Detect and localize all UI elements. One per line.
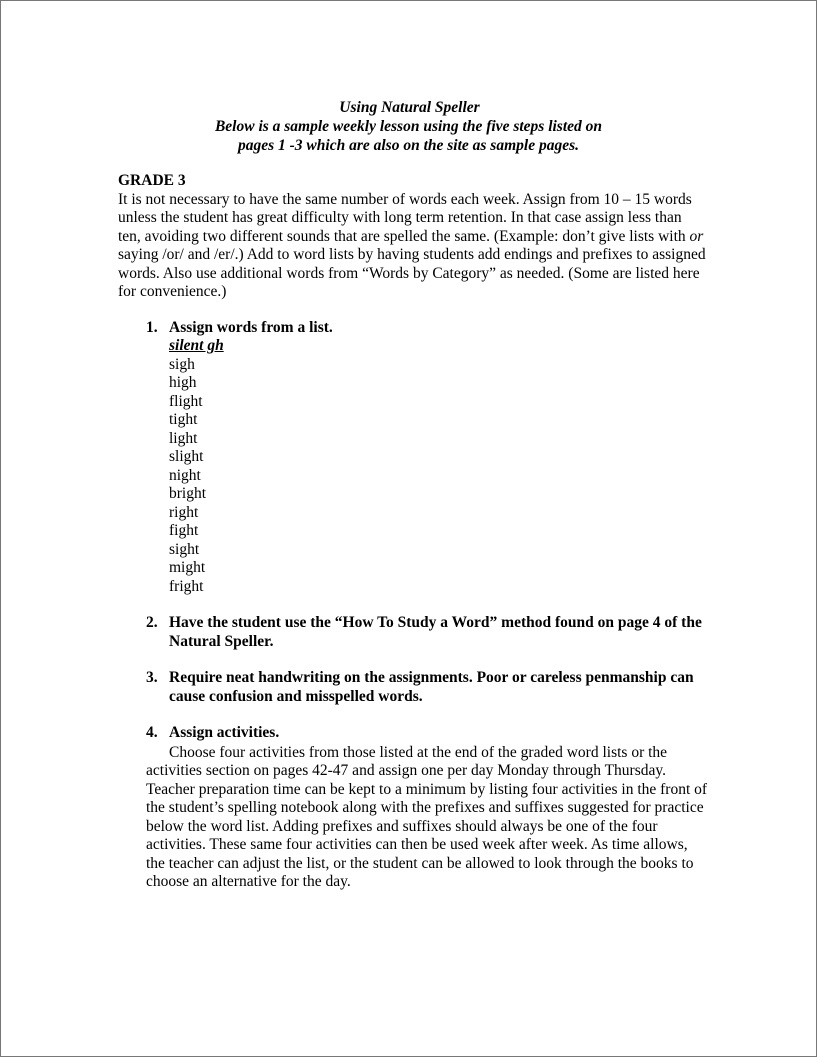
step-4-number: 4.	[146, 724, 158, 741]
title-line-3: pages 1 -3 which are also on the site as sample pages.	[237, 137, 579, 154]
word-category-label: silent gh	[169, 337, 224, 354]
step-2	[118, 614, 708, 651]
intro-paragraph	[118, 191, 708, 302]
step-3-number: 3.	[146, 669, 158, 686]
word-item: high	[169, 374, 197, 391]
step-1-heading: Assign words from a list.	[169, 318, 333, 336]
word-item: slight	[169, 448, 204, 465]
word-item: night	[169, 466, 201, 484]
word-item: tight	[169, 411, 198, 428]
word-list	[169, 356, 708, 597]
word-item: flight	[169, 392, 203, 410]
step-1	[118, 319, 708, 597]
intro-text-2: saying /or/ and /er/.) Add to word lists by having students add endings and prefixes to assigned words. Also use additional words from “Words by Category” as needed. (Some are listed here for convenience.)	[118, 246, 706, 300]
word-item: sight	[169, 540, 200, 558]
step-2-heading: Have the student use the “How To Study a Word” method found on page 4 of the Natural Speller.	[169, 614, 702, 650]
word-item: fright	[169, 577, 204, 595]
steps-list	[118, 319, 708, 892]
word-item: light	[169, 429, 198, 447]
word-item: might	[169, 559, 206, 576]
step-3	[118, 669, 708, 706]
grade-heading: GRADE 3	[118, 172, 186, 189]
word-item: fight	[169, 522, 199, 539]
step-2-number: 2.	[146, 614, 158, 631]
document-title	[1, 98, 816, 155]
word-item: bright	[169, 485, 207, 502]
title-line-2: Below is a sample weekly lesson using the five steps listed on	[214, 118, 603, 135]
step-3-heading: Require neat handwriting on the assignments. Poor or careless penmanship can cause confusion and misspelled words.	[169, 669, 694, 705]
title-line-1: Using Natural Speller	[339, 99, 480, 116]
document-body	[118, 172, 708, 910]
intro-text-1: It is not necessary to have the same number of words each week. Assign from 10 – 15 words unless the student has great difficulty with long term retention. In that case assign less than ten, avoiding two different sounds that are spelled the same. (Example: don’t give lists with	[118, 190, 692, 245]
intro-italic-word: or	[689, 227, 704, 245]
step-4-heading: Assign activities.	[169, 724, 280, 741]
step-4	[118, 724, 708, 892]
word-item: sigh	[169, 355, 195, 373]
word-item: right	[169, 503, 199, 521]
step-1-number: 1.	[146, 318, 158, 336]
activities-paragraph: Choose four activities from those listed at the end of the graded word lists or the activities section on pages 42-47 and assign one per day Monday through Thursday. Teacher preparation time can be kept to a minimum by listing four activities in the front of the student’s spelling notebook along with the prefixes and suffixes suggested for practice below the word list. Adding prefixes and suffixes should always be one of the four activities. These same four activities can then be used week after week. As time allows, the teacher can adjust the list, or the student can be allowed to look through the books to choose an alternative for the day.	[146, 743, 708, 890]
